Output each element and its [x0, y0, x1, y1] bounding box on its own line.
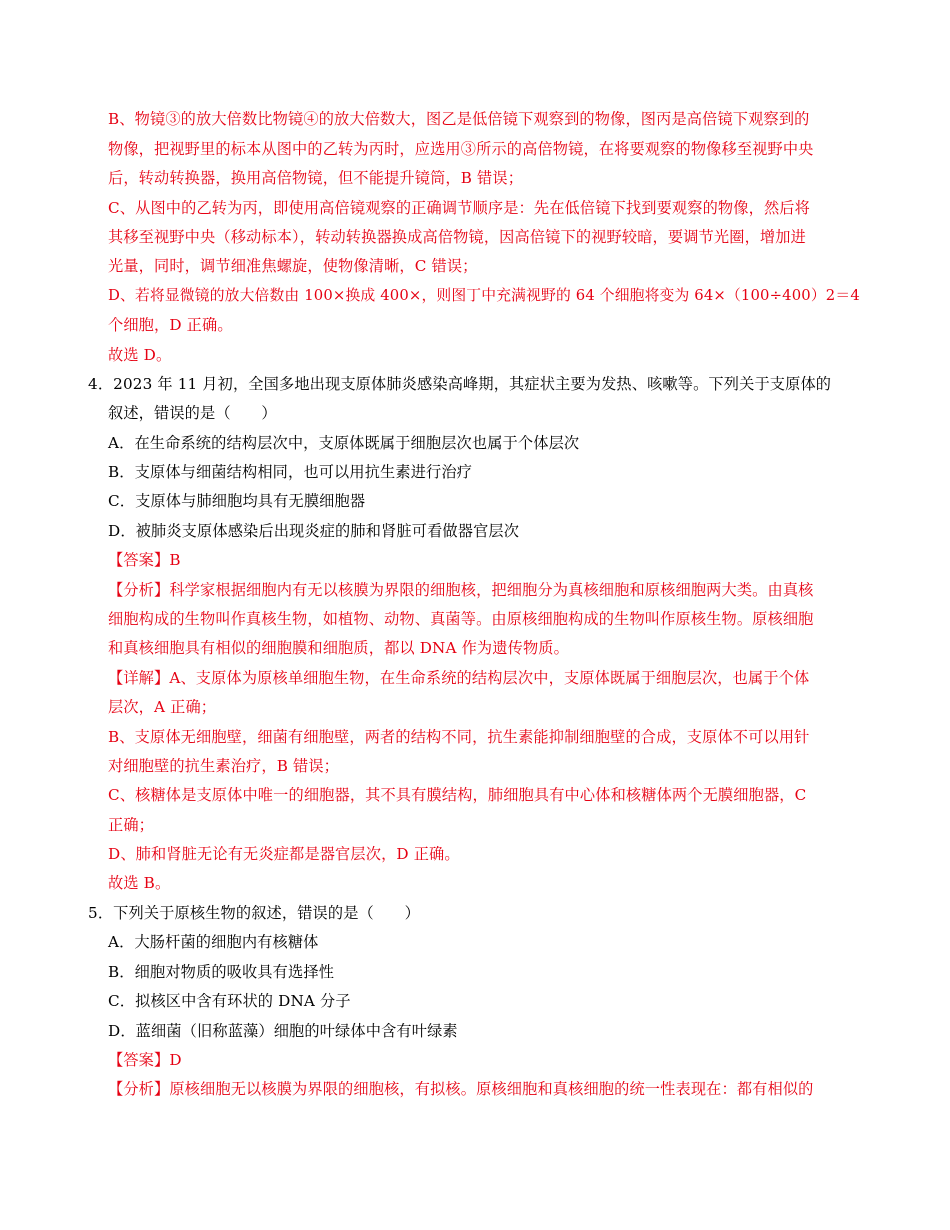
q4-analysis-line-3: 和真核细胞具有相似的细胞膜和细胞质，都以 DNA 作为遗传物质。 [108, 639, 569, 657]
q3-option-d-explanation-line-2: 个细胞，D 正确。 [108, 316, 233, 334]
q5-option-a: A．大肠杆菌的细胞内有核糖体 [108, 933, 319, 951]
q3-option-c-explanation-line-1: C、从图中的乙转为丙，即使用高倍镜观察的正确调节顺序是：先在低倍镜下找到要观察的物像，然后将 [108, 199, 810, 217]
q4-stem-line-1: 4．2023 年 11 月初，全国多地出现支原体肺炎感染高峰期，其症状主要为发热、咳嗽等。下列关于支原体的 [88, 375, 832, 393]
q3-option-c-explanation-line-3: 光量，同时，调节细准焦螺旋，使物像清晰，C 错误； [108, 257, 478, 275]
q4-option-c: C．支原体与肺细胞均具有无膜细胞器 [108, 492, 366, 510]
q3-option-b-explanation-line-3: 后，转动转换器，换用高倍物镜，但不能提升镜筒，B 错误； [108, 169, 524, 187]
q4-detail-line-5: C、核糖体是支原体中唯一的细胞器，其不具有膜结构，肺细胞具有中心体和核糖体两个无膜细胞器，C [108, 786, 807, 804]
q5-answer: 【答案】D [108, 1051, 182, 1069]
q4-analysis-line-1: 【分析】科学家根据细胞内有无以核膜为界限的细胞核，把细胞分为真核细胞和原核细胞两大类。由真核 [108, 581, 814, 599]
q4-detail-line-4: 对细胞壁的抗生素治疗，B 错误； [108, 757, 340, 775]
q4-answer: 【答案】B [108, 551, 181, 569]
q4-analysis-line-2: 细胞构成的生物叫作真核生物，如植物、动物、真菌等。由原核细胞构成的生物叫作原核生物。原核细胞 [108, 610, 814, 628]
q5-option-b: B．细胞对物质的吸收具有选择性 [108, 963, 335, 981]
q4-detail-line-3: B、支原体无细胞壁，细菌有细胞壁，两者的结构不同，抗生素能抑制细胞壁的合成，支原体不可以用针 [108, 728, 810, 746]
q4-option-b: B．支原体与细菌结构相同，也可以用抗生素进行治疗 [108, 463, 473, 481]
q3-option-d-explanation-line-1: D、若将显微镜的放大倍数由 100×换成 400×，则图丁中充满视野的 64 个细胞将变为 64×（100÷400）2＝4 [108, 287, 860, 304]
q4-stem-line-2: 叙述，错误的是（ ） [108, 404, 277, 422]
q4-conclusion: 故选 B。 [108, 874, 171, 892]
q4-detail-line-6: 正确； [108, 816, 155, 834]
q4-detail-line-1: 【详解】A、支原体为原核单细胞生物，在生命系统的结构层次中，支原体既属于细胞层次，也属于个体 [108, 669, 810, 687]
q5-option-d: D．蓝细菌（旧称蓝藻）细胞的叶绿体中含有叶绿素 [108, 1022, 458, 1040]
q3-option-b-explanation-line-2: 物像，把视野里的标本从图中的乙转为丙时，应选用③所示的高倍物镜，在将要观察的物像移至视野中央 [108, 140, 814, 158]
q4-option-a: A．在生命系统的结构层次中，支原体既属于细胞层次也属于个体层次 [108, 434, 580, 452]
q5-stem-line-1: 5．下列关于原核生物的叙述，错误的是（ ） [88, 904, 420, 922]
q4-detail-line-7: D、肺和肾脏无论有无炎症都是器官层次，D 正确。 [108, 845, 460, 863]
q4-detail-line-2: 层次，A 正确； [108, 698, 217, 716]
q3-conclusion: 故选 D。 [108, 346, 172, 364]
q3-option-c-explanation-line-2: 其移至视野中央（移动标本），转动转换器换成高倍物镜，因高倍镜下的视野较暗，要调节光圈，增加进 [108, 228, 806, 246]
q5-option-c: C．拟核区中含有环状的 DNA 分子 [108, 992, 351, 1010]
q5-analysis-line-1: 【分析】原核细胞无以核膜为界限的细胞核，有拟核。原核细胞和真核细胞的统一性表现在：都有相似的 [108, 1080, 814, 1098]
q4-option-d: D．被肺炎支原体感染后出现炎症的肺和肾脏可看做器官层次 [108, 522, 520, 540]
q3-option-b-explanation-line-1: B、物镜③的放大倍数比物镜④的放大倍数大，图乙是低倍镜下观察到的物像，图丙是高倍镜下观察到的 [108, 110, 810, 128]
